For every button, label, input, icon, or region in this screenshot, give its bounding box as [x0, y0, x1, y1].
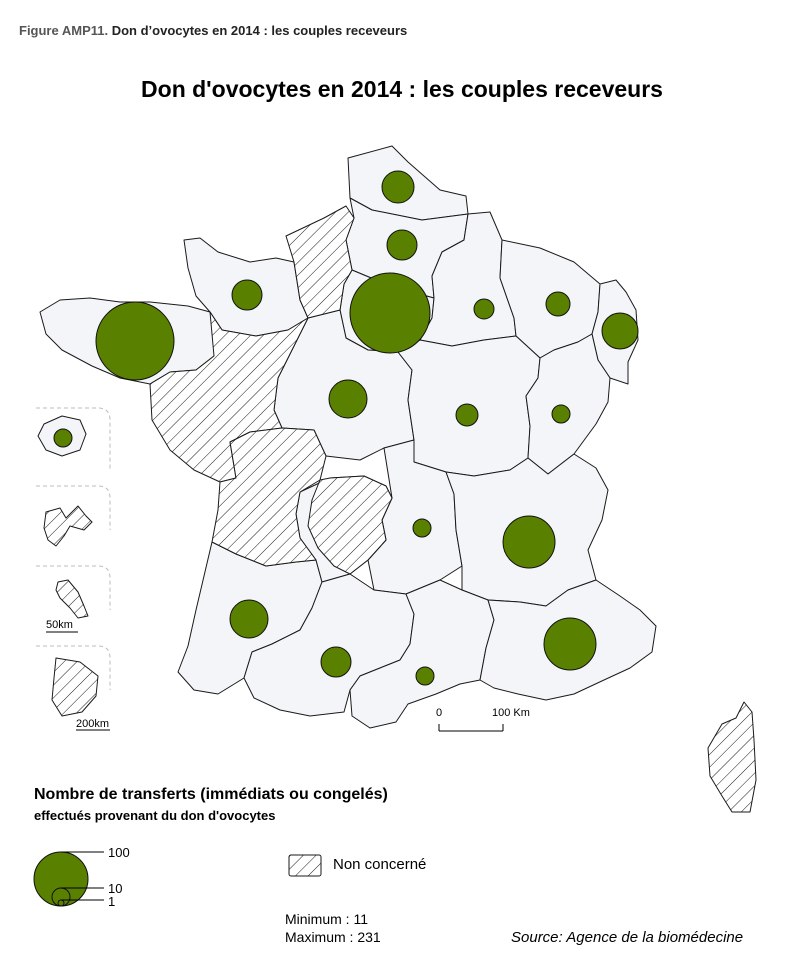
bubble-lorraine: [546, 292, 570, 316]
scale-label-start: 0: [436, 707, 443, 719]
region-corse: [708, 702, 756, 812]
bubble-bourgogne: [456, 404, 478, 426]
legend-title: Nombre de transferts (immédiats ou congelés): [34, 786, 388, 803]
inset-guyane: [52, 658, 98, 716]
inset-scale-label-200: 200km: [76, 718, 110, 730]
legend-value-10: 10: [108, 881, 123, 896]
bubble-rhone-alpes: [503, 516, 555, 568]
inset-scale-label-50: 50km: [46, 619, 73, 631]
bubble-bretagne: [96, 302, 174, 380]
inset-guadeloupe: [44, 506, 92, 546]
bubble-auvergne: [413, 519, 431, 537]
bubble-ile-de-france: [350, 273, 430, 353]
legend-value-100: 100: [108, 845, 130, 860]
figure-caption: Don d’ovocytes en 2014 : les couples receveurs: [108, 23, 408, 38]
bubble-languedoc-roussillon: [416, 667, 434, 685]
legend-not-concerned-label: Non concerné: [333, 856, 427, 873]
bubble-champagne-ardenne: [474, 299, 494, 319]
bubble-midi-pyrenees: [321, 647, 351, 677]
legend-subtitle: effectués provenant du don d'ovocytes: [34, 808, 276, 823]
bubble-basse-normandie: [232, 280, 262, 310]
legend-bubble-100: [34, 852, 88, 906]
legend-symbols: [34, 852, 321, 906]
source-note: Source: Agence de la biomédecine: [511, 929, 744, 946]
bubble-centre: [329, 380, 367, 418]
insets: [36, 408, 110, 730]
bubble-paca: [544, 618, 596, 670]
map-title: Don d'ovocytes en 2014 : les couples receveurs: [141, 76, 663, 102]
bubble-picardie: [387, 230, 417, 260]
legend-value-1: 1: [108, 894, 116, 909]
stat-minimum: Minimum : 11: [285, 911, 368, 927]
bubble-alsace: [602, 313, 638, 349]
bubble-aquitaine: [230, 600, 268, 638]
inset-martinique: [56, 580, 88, 618]
stat-maximum: Maximum : 231: [285, 929, 381, 945]
legend-hatch-swatch: [289, 855, 321, 876]
bubble-franche-comte: [552, 405, 570, 423]
bubble-reunion: [54, 429, 72, 447]
scale-label-end: 100 Km: [492, 707, 530, 719]
bubble-nord-pas-de-calais: [382, 171, 414, 203]
scale-bar: [436, 707, 530, 731]
figure-number: Figure AMP11.: [19, 23, 109, 38]
